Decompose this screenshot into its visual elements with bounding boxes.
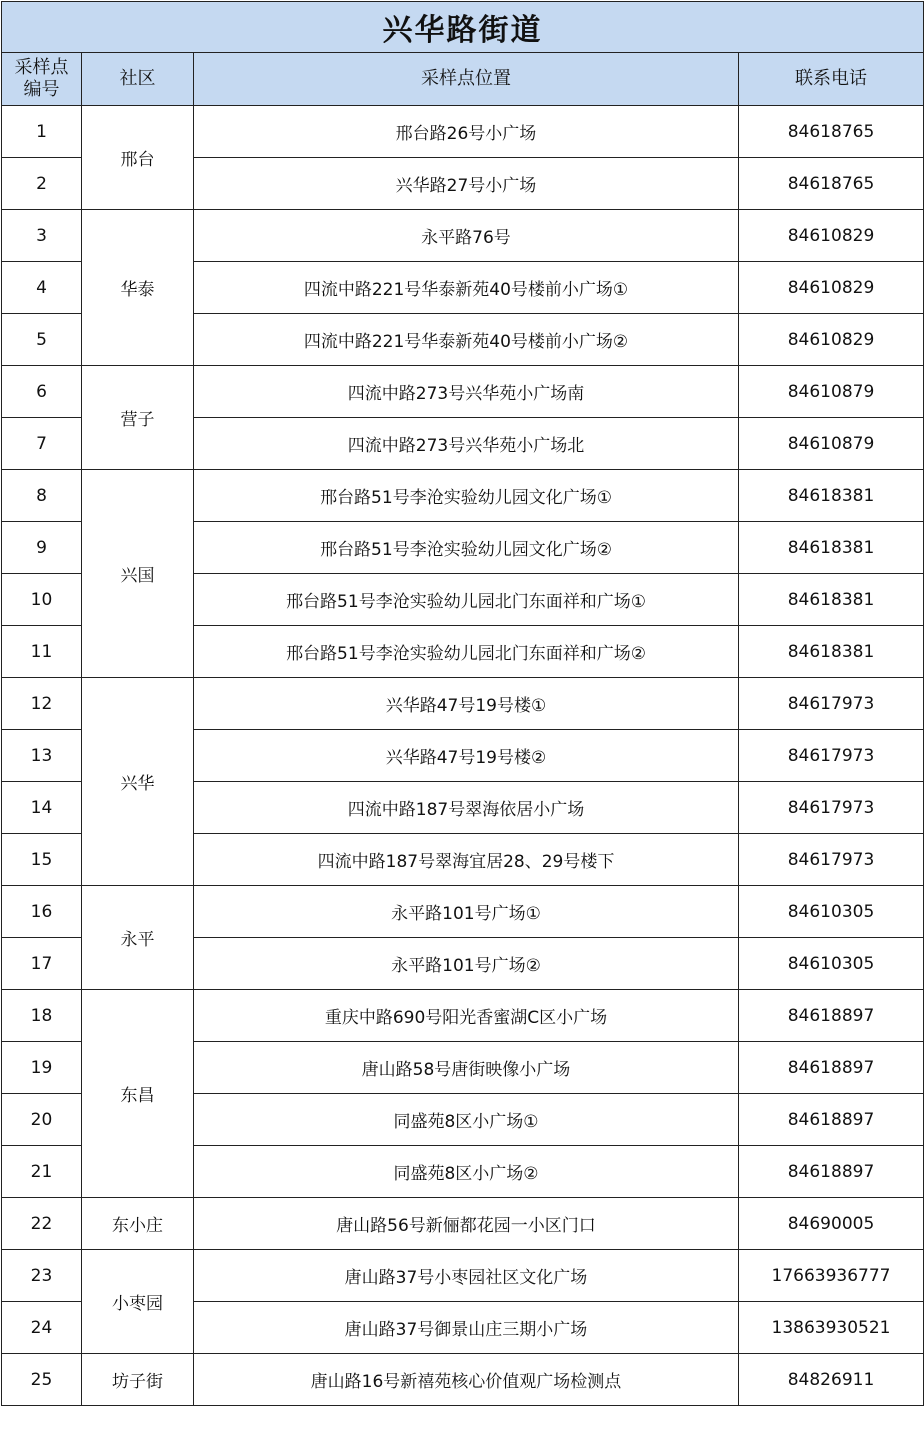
location-cell: 邢台路51号李沧实验幼儿园文化广场①	[194, 470, 739, 522]
row-number: 22	[2, 1198, 82, 1250]
community-cell: 营子	[82, 366, 194, 470]
row-number: 12	[2, 678, 82, 730]
page-title: 兴华路街道	[2, 2, 924, 53]
row-number: 18	[2, 990, 82, 1042]
row-number: 13	[2, 730, 82, 782]
phone-cell: 84610879	[739, 366, 924, 418]
header-location: 采样点位置	[194, 53, 739, 106]
row-number: 15	[2, 834, 82, 886]
table-row	[2, 1354, 924, 1406]
row-number: 25	[2, 1354, 82, 1406]
location-cell: 四流中路221号华泰新苑40号楼前小广场①	[194, 262, 739, 314]
community-cell: 兴国	[82, 470, 194, 678]
location-cell: 永平路101号广场②	[194, 938, 739, 990]
location-cell: 四流中路273号兴华苑小广场南	[194, 366, 739, 418]
header-phone: 联系电话	[739, 53, 924, 106]
table-row	[2, 678, 924, 730]
phone-cell: 84610829	[739, 210, 924, 262]
location-cell: 邢台路51号李沧实验幼儿园北门东面祥和广场①	[194, 574, 739, 626]
phone-cell: 84617973	[739, 730, 924, 782]
row-number: 19	[2, 1042, 82, 1094]
community-cell: 小枣园	[82, 1250, 194, 1354]
table-row	[2, 106, 924, 158]
location-cell: 四流中路221号华泰新苑40号楼前小广场②	[194, 314, 739, 366]
row-number: 8	[2, 470, 82, 522]
sampling-points-table	[1, 1, 924, 1406]
row-number: 24	[2, 1302, 82, 1354]
location-cell: 唐山路58号唐街映像小广场	[194, 1042, 739, 1094]
location-cell: 邢台路26号小广场	[194, 106, 739, 158]
location-cell: 兴华路47号19号楼②	[194, 730, 739, 782]
row-number: 7	[2, 418, 82, 470]
phone-cell: 84617973	[739, 782, 924, 834]
table-row	[2, 366, 924, 418]
location-cell: 四流中路273号兴华苑小广场北	[194, 418, 739, 470]
phone-cell: 84618765	[739, 158, 924, 210]
phone-cell: 84618897	[739, 1146, 924, 1198]
community-cell: 邢台	[82, 106, 194, 210]
community-cell: 永平	[82, 886, 194, 990]
row-number: 17	[2, 938, 82, 990]
table-row	[2, 886, 924, 938]
phone-cell: 84610305	[739, 886, 924, 938]
row-number: 21	[2, 1146, 82, 1198]
location-cell: 唐山路37号御景山庄三期小广场	[194, 1302, 739, 1354]
location-cell: 唐山路37号小枣园社区文化广场	[194, 1250, 739, 1302]
location-cell: 永平路76号	[194, 210, 739, 262]
location-cell: 四流中路187号翠海依居小广场	[194, 782, 739, 834]
phone-cell: 84618381	[739, 522, 924, 574]
header-no	[2, 53, 82, 106]
phone-cell: 84826911	[739, 1354, 924, 1406]
row-number: 23	[2, 1250, 82, 1302]
phone-cell: 84618381	[739, 626, 924, 678]
location-cell: 兴华路27号小广场	[194, 158, 739, 210]
location-cell: 永平路101号广场①	[194, 886, 739, 938]
phone-cell: 13863930521	[739, 1302, 924, 1354]
location-cell: 唐山路16号新禧苑核心价值观广场检测点	[194, 1354, 739, 1406]
phone-cell: 84610829	[739, 262, 924, 314]
header-row	[2, 53, 924, 106]
phone-cell: 84618897	[739, 990, 924, 1042]
phone-cell: 84610879	[739, 418, 924, 470]
location-cell: 唐山路56号新俪都花园一小区门口	[194, 1198, 739, 1250]
table-row	[2, 1198, 924, 1250]
location-cell: 兴华路47号19号楼①	[194, 678, 739, 730]
row-number: 6	[2, 366, 82, 418]
location-cell: 同盛苑8区小广场①	[194, 1094, 739, 1146]
table-row	[2, 210, 924, 262]
table-row	[2, 1250, 924, 1302]
phone-cell: 84690005	[739, 1198, 924, 1250]
community-cell: 华泰	[82, 210, 194, 366]
row-number: 5	[2, 314, 82, 366]
header-community: 社区	[82, 53, 194, 106]
row-number: 1	[2, 106, 82, 158]
phone-cell: 84610305	[739, 938, 924, 990]
community-cell: 东小庄	[82, 1198, 194, 1250]
row-number: 2	[2, 158, 82, 210]
row-number: 16	[2, 886, 82, 938]
location-cell: 同盛苑8区小广场②	[194, 1146, 739, 1198]
header-no-line2: 编号	[23, 79, 60, 100]
community-cell: 兴华	[82, 678, 194, 886]
location-cell: 邢台路51号李沧实验幼儿园文化广场②	[194, 522, 739, 574]
community-cell: 东昌	[82, 990, 194, 1198]
phone-cell: 84618381	[739, 470, 924, 522]
phone-cell: 84617973	[739, 678, 924, 730]
phone-cell: 84610829	[739, 314, 924, 366]
row-number: 20	[2, 1094, 82, 1146]
row-number: 11	[2, 626, 82, 678]
phone-cell: 84617973	[739, 834, 924, 886]
row-number: 9	[2, 522, 82, 574]
table-row	[2, 990, 924, 1042]
phone-cell: 84618897	[739, 1094, 924, 1146]
phone-cell: 84618765	[739, 106, 924, 158]
phone-cell: 84618381	[739, 574, 924, 626]
row-number: 10	[2, 574, 82, 626]
row-number: 3	[2, 210, 82, 262]
location-cell: 四流中路187号翠海宜居28、29号楼下	[194, 834, 739, 886]
header-no-line1: 采样点	[14, 57, 69, 78]
location-cell: 重庆中路690号阳光香蜜湖C区小广场	[194, 990, 739, 1042]
row-number: 14	[2, 782, 82, 834]
row-number: 4	[2, 262, 82, 314]
location-cell: 邢台路51号李沧实验幼儿园北门东面祥和广场②	[194, 626, 739, 678]
phone-cell: 84618897	[739, 1042, 924, 1094]
community-cell: 坊子街	[82, 1354, 194, 1406]
phone-cell: 17663936777	[739, 1250, 924, 1302]
table-row	[2, 470, 924, 522]
